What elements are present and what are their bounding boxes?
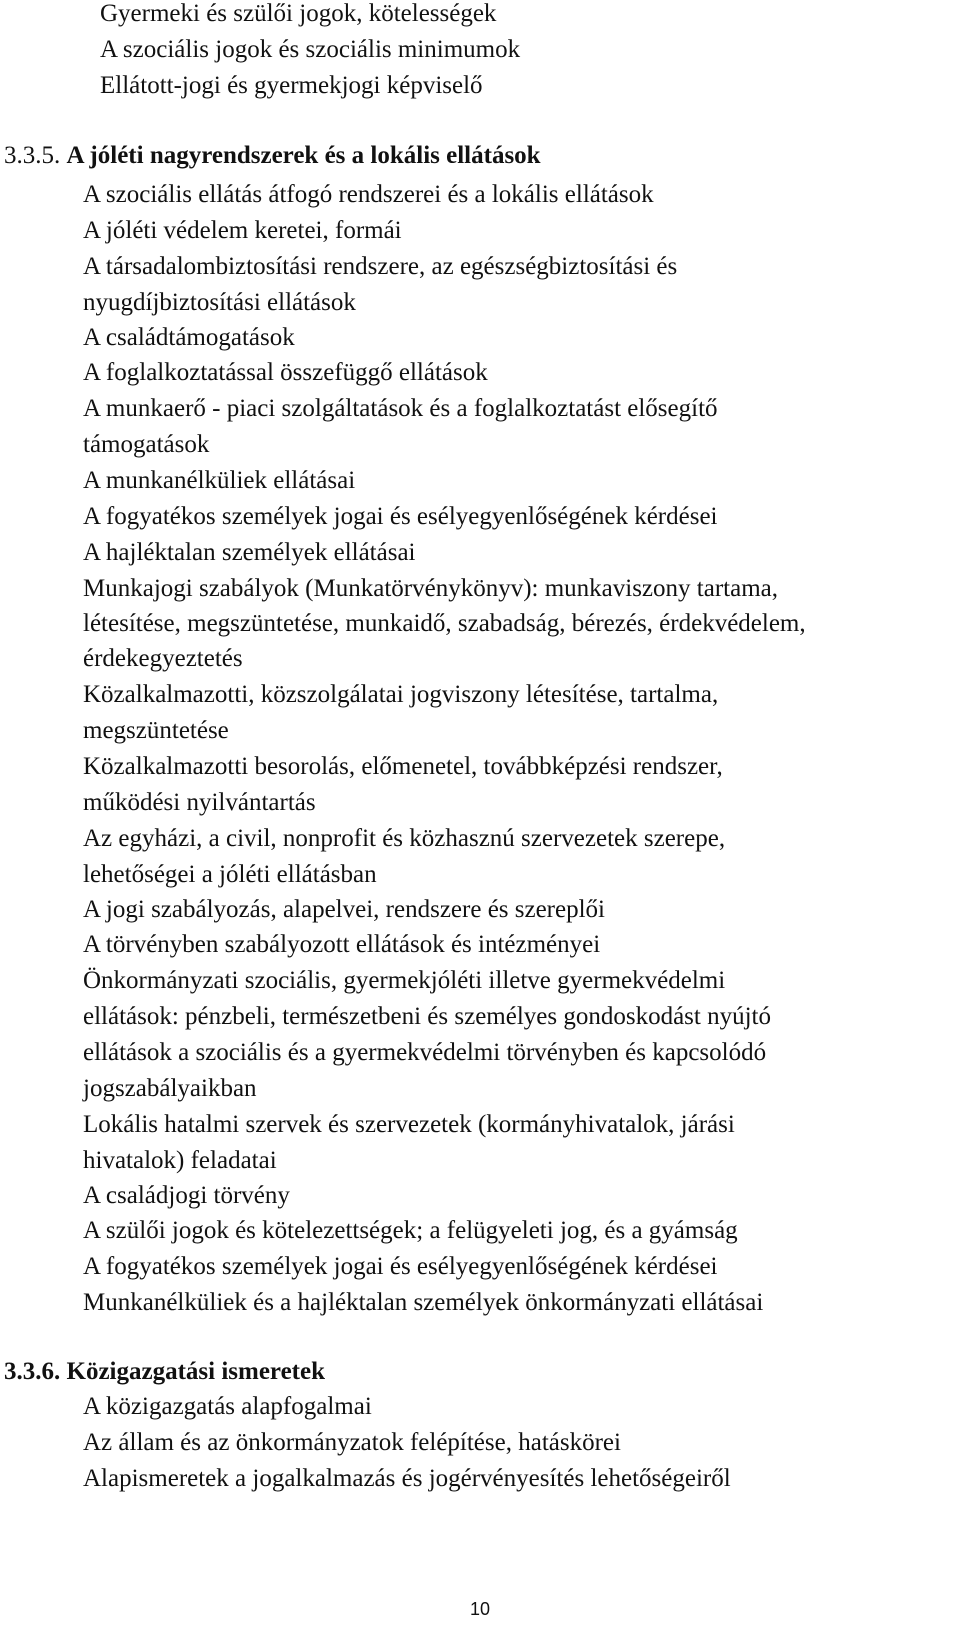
- list-item: érdekegyeztetés: [83, 645, 243, 672]
- list-item: megszüntetése: [83, 717, 229, 744]
- list-item: Önkormányzati szociális, gyermekjóléti illetve gyermekvédelmi: [83, 967, 726, 994]
- intro-line: A szociális jogok és szociális minimumok: [100, 36, 521, 63]
- list-item: ellátások a szociális és a gyermekvédelmi törvényben és kapcsolódó: [83, 1039, 767, 1066]
- list-item: A foglalkoztatással összefüggő ellátások: [83, 359, 488, 386]
- list-item: létesítése, megszüntetése, munkaidő, szabadság, bérezés, érdekvédelem,: [83, 610, 806, 637]
- intro-line: Ellátott-jogi és gyermekjogi képviselő: [100, 72, 483, 99]
- list-item: A fogyatékos személyek jogai és esélyegyenlőségének kérdései: [83, 1253, 718, 1280]
- list-item: A munkanélküliek ellátásai: [83, 467, 356, 494]
- section-heading-335: [4, 138, 541, 174]
- list-item: A fogyatékos személyek jogai és esélyegyenlőségének kérdései: [83, 503, 718, 530]
- list-item: ellátások: pénzbeli, természetbeni és személyes gondoskodást nyújtó: [83, 1003, 772, 1030]
- list-item: működési nyilvántartás: [83, 789, 316, 816]
- list-item: A közigazgatás alapfogalmai: [83, 1393, 372, 1420]
- list-item: Közalkalmazotti besorolás, előmenetel, továbbképzési rendszer,: [83, 753, 723, 780]
- list-item: A családjogi törvény: [83, 1182, 290, 1209]
- list-item: jogszabályaikban: [83, 1075, 257, 1102]
- list-item: A törvényben szabályozott ellátások és intézményei: [83, 931, 601, 958]
- list-item: Munkanélküliek és a hajléktalan személyek önkormányzati ellátásai: [83, 1289, 764, 1316]
- list-item: lehetőségei a jóléti ellátásban: [83, 861, 377, 888]
- list-item: A szociális ellátás átfogó rendszerei és a lokális ellátások: [83, 181, 654, 208]
- list-item: A hajléktalan személyek ellátásai: [83, 539, 416, 566]
- list-item: A családtámogatások: [83, 324, 295, 351]
- list-item: A jóléti védelem keretei, formái: [83, 217, 402, 244]
- section-number: 3.3.5.: [4, 142, 61, 169]
- list-item: Az egyházi, a civil, nonprofit és közhasznú szervezetek szerepe,: [83, 825, 726, 852]
- list-item: támogatások: [83, 431, 210, 458]
- list-item: hivatalok) feladatai: [83, 1147, 277, 1174]
- list-item: Lokális hatalmi szervek és szervezetek (kormányhivatalok, járási: [83, 1111, 735, 1138]
- list-item: A munkaerő - piaci szolgáltatások és a foglalkoztatást elősegítő: [83, 395, 718, 422]
- intro-line: Gyermeki és szülői jogok, kötelességek: [100, 0, 497, 27]
- list-item: Alapismeretek a jogalkalmazás és jogérvényesítés lehetőségeiről: [83, 1465, 731, 1492]
- section-heading-336: [4, 1354, 325, 1390]
- list-item: nyugdíjbiztosítási ellátások: [83, 289, 356, 316]
- list-item: Az állam és az önkormányzatok felépítése, hatáskörei: [83, 1429, 621, 1456]
- section-title: Közigazgatási ismeretek: [66, 1358, 325, 1385]
- section-number: 3.3.6.: [4, 1358, 61, 1385]
- page-number: 10: [469, 1599, 491, 1619]
- list-item: Munkajogi szabályok (Munkatörvénykönyv): munkaviszony tartama,: [83, 575, 778, 602]
- list-item: A társadalombiztosítási rendszere, az egészségbiztosítási és: [83, 253, 678, 280]
- list-item: Közalkalmazotti, közszolgálatai jogviszony létesítése, tartalma,: [83, 681, 719, 708]
- section-title: A jóléti nagyrendszerek és a lokális ellátások: [66, 142, 541, 169]
- list-item: A jogi szabályozás, alapelvei, rendszere és szereplői: [83, 896, 605, 923]
- list-item: A szülői jogok és kötelezettségek; a felügyeleti jog, és a gyámság: [83, 1217, 738, 1244]
